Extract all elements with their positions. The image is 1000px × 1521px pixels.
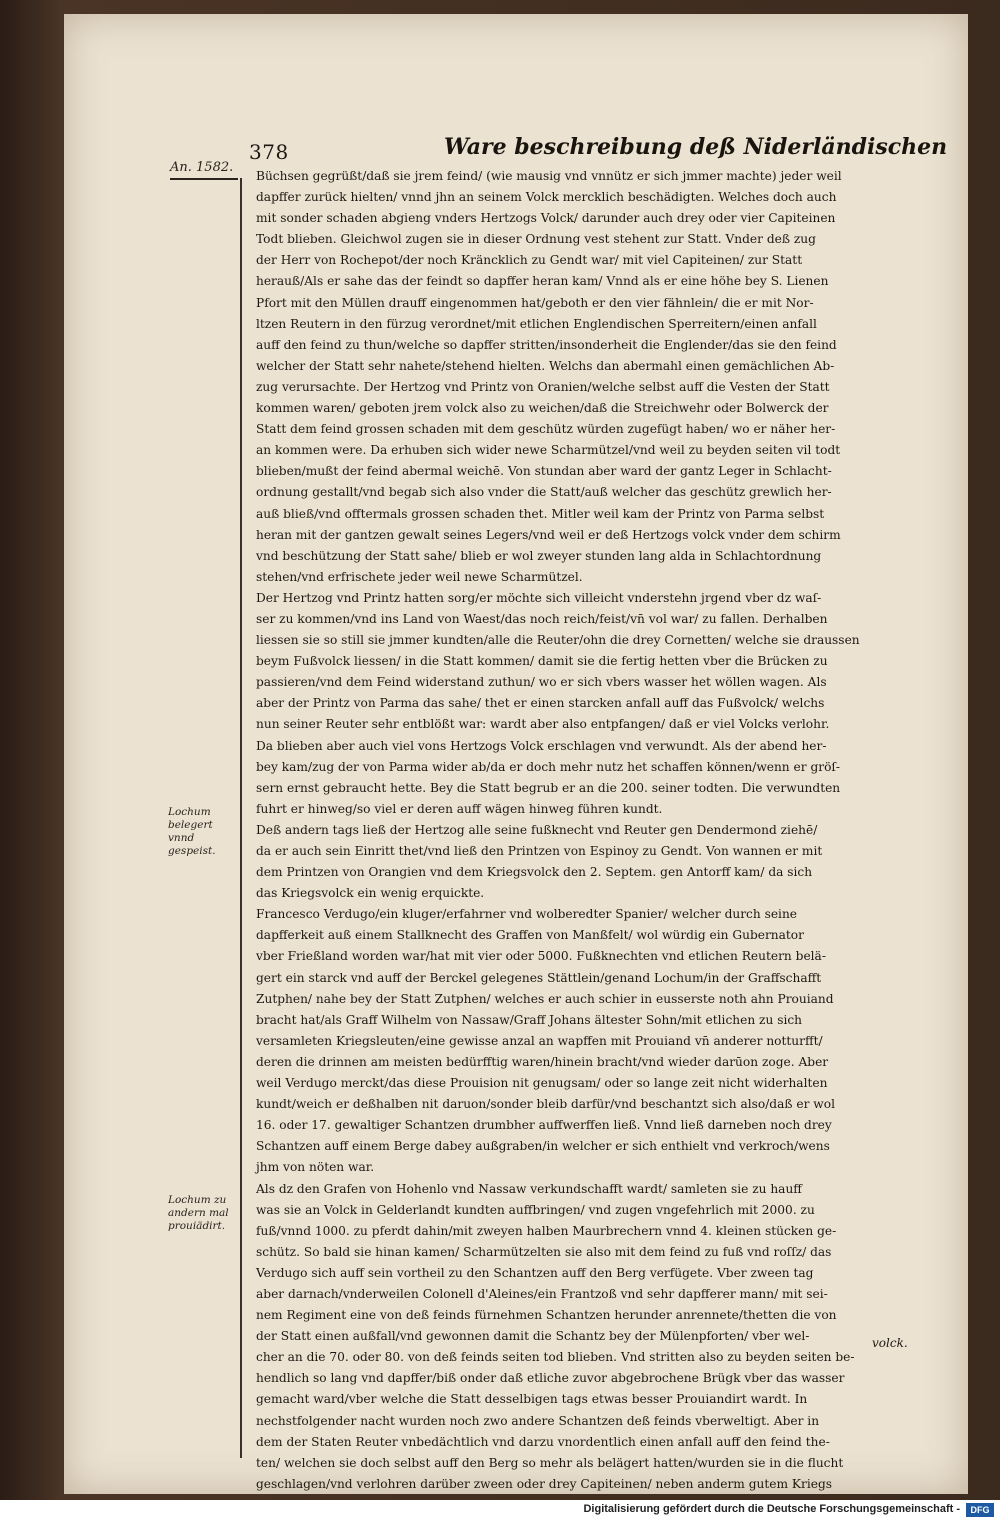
text-line: vber Frießland worden war/hat mit vier oder 5000. Fußknechten vnd etlichen Reutern belä- <box>256 949 826 964</box>
text-line: auß bließ/vnd offtermals grossen schaden thet. Mitler weil kam der Printz von Parma selbst <box>256 506 825 521</box>
text-line: liessen sie so still sie jmmer kundten/alle die Reuter/ohn die drey Cornetten/ welche sie draussen <box>256 633 860 648</box>
text-line: Pfort mit den Müllen drauff eingenommen hat/geboth er den vier fähnlein/ die er mit Nor- <box>256 295 814 310</box>
marginal-note-lochum-provisioned: Lochum zu andern mal prouiädirt. <box>168 1194 229 1232</box>
text-line: Schantzen auff einem Berge dabey außgraben/in welcher er sich enthielt vnd verkroch/wens <box>256 1139 830 1154</box>
text-line: Büchsen gegrüßt/daß sie jrem feind/ (wie mausig vnd vnnütz er sich jmmer machte) jeder weil <box>256 169 842 183</box>
text-line: an kommen were. Da erhuben sich wider newe Scharmützel/vnd weil zu beyden seiten vil todt <box>256 443 841 458</box>
text-line: ltzen Reutern in den fürzug verordnet/mit etlichen Englendischen Sperreitern/einen anfall <box>256 316 817 331</box>
text-line: ordnung gestallt/vnd begab sich also vnder die Statt/auß welcher das geschütz grewlich her- <box>256 485 832 500</box>
text-line: Als dz den Grafen von Hohenlo vnd Nassaw verkundschafft wardt/ samleten sie zu hauff <box>256 1181 802 1196</box>
text-line: dem Printzen von Orangien vnd dem Kriegsvolck den 2. Septem. gen Antorff kam/ da sich <box>256 865 813 880</box>
text-line: dapfferkeit auß einem Stallknecht des Graffen von Manßfelt/ wol würdig ein Gubernator <box>256 928 804 943</box>
text-line: heran mit der gantzen gewalt seines Legers/vnd weil er deß Hertzogs volck vnder dem schirm <box>256 527 841 542</box>
marginal-year: An. 1582. <box>170 160 234 175</box>
text-line: Todt blieben. Gleichwol zugen sie in dieser Ordnung vest stehent zur Statt. Vnder deß zug <box>256 232 816 247</box>
text-line: aber darnach/vnderweilen Colonell d'Aleines/ein Frantzoß vnd sehr dapfferer mann/ mit sei- <box>256 1286 828 1301</box>
text-line: jhm von nöten war. <box>256 1160 375 1175</box>
text-line: mit sonder schaden abgieng vnders Hertzogs Volck/ darunder auch drey oder vier Capiteinen <box>256 211 836 226</box>
text-line: stehen/vnd erfrischete jeder weil newe Scharmützel. <box>256 569 583 584</box>
text-line: da er auch sein Einritt thet/vnd ließ den Printzen von Espinoy zu Gendt. Von wannen er mit <box>256 844 823 858</box>
text-line: was sie an Volck in Gelderlandt kundten auffbringen/ vnd zugen vngefehrlich mit 2000. zu <box>256 1202 815 1217</box>
margin-rule <box>240 178 242 1458</box>
text-line: weil Verdugo merckt/das diese Prouision nit genugsam/ oder so lange zeit nicht widerhalten <box>256 1076 828 1091</box>
text-line: aber der Printz von Parma das sahe/ thet er einen starcken anfall auff das Fußvolck/ welchs <box>256 696 825 711</box>
text-line: bey kam/zug der von Parma wider ab/da er doch mehr nutz het schaffen können/wenn er gröſ- <box>256 759 841 774</box>
catchword: volck. <box>872 1336 908 1350</box>
dfg-logo: DFG <box>966 1503 994 1517</box>
text-line: nechstfolgender nacht wurden noch zwo andere Schantzen deß feinds vberweltigt. Aber in <box>256 1413 820 1428</box>
footer-credit: Digitalisierung gefördert durch die Deutsche Forschungsgemeinschaft - <box>583 1503 960 1515</box>
text-line: vnd beschützung der Statt sahe/ blieb er wol zweyer stunden lang alda in Schlachtordnung <box>256 548 822 563</box>
text-line: Verdugo sich auff sein vortheil zu den Schantzen auff den Berg verfügete. Vber zween tag <box>256 1265 814 1280</box>
text-line: dem der Staten Reuter vnbedächtlich vnd darzu vnordentlich einen anfall auff den feind the- <box>256 1434 830 1449</box>
text-line: fuhrt er hinweg/so viel er deren auff wägen hinweg führen kundt. <box>256 801 663 816</box>
body-text <box>256 166 956 1491</box>
text-line: gemacht ward/vber welche die Statt desselbigen tags etwas besser Prouiandirt wardt. In <box>256 1392 808 1407</box>
text-line: sern ernst gebraucht hette. Bey die Statt begrub er an die 200. seiner todten. Die verwundten <box>256 780 841 795</box>
running-title: Ware beschreibung deß Niderländischen <box>444 134 948 160</box>
text-line: nun seiner Reuter sehr entblößt war: wardt aber also entpfangen/ daß er viel Volcks verlohr. <box>256 717 830 732</box>
text-line: der Herr von Rochepot/der noch Kräncklich zu Gendt war/ mit viel Capiteinen/ zur Statt <box>256 253 803 268</box>
text-line: zug verursachte. Der Hertzog vnd Printz von Oranien/welche selbst auff die Vesten der Statt <box>256 379 830 394</box>
year-rule <box>170 178 238 180</box>
text-line: welcher der Statt sehr nahete/stehend hielten. Welchs dan abermahl einen gemächlichen Ab- <box>256 358 835 373</box>
text-line: dapffer zurück hielten/ vnnd jhn an seinem Volck mercklich beschädigten. Welches doch auch <box>256 190 837 205</box>
text-line: Statt dem feind grossen schaden mit dem geschütz würden zugefügt haben/ wo er näher her- <box>256 422 836 437</box>
text-line: blieben/mußt der feind abermal weichē. Von stundan aber ward der gantz Leger in Schlacht- <box>256 464 832 479</box>
text-line: bracht hat/als Graff Wilhelm von Nassaw/Graff Johans ältester Sohn/mit etlichen zu sich <box>256 1012 803 1027</box>
text-line: beym Fußvolck liessen/ in die Statt kommen/ damit sie die fertig hetten vber die Brücken zu <box>256 654 828 669</box>
text-line: Zutphen/ nahe bey der Statt Zutphen/ welches er auch schier in eusserste noth ahn Prouiand <box>256 991 834 1006</box>
text-line: auff den feind zu thun/welche so dapffer stritten/insonderheit die Englender/das sie den feind <box>256 337 837 352</box>
text-line: ten/ welchen sie doch selbst auff den Berg so mehr als belägert hatten/wurden sie in die flucht <box>256 1455 844 1470</box>
text-line: schütz. So bald sie hinan kamen/ Scharmützelten sie also mit dem feind zu fuß vnd roſſz/ das <box>256 1244 832 1259</box>
text-line: ser zu kommen/vnd ins Land von Waest/das noch reich/feist/vn̄ vol war/ zu fallen. Derhalben <box>256 611 828 626</box>
text-line: nem Regiment eine von deß feinds fürnehmen Schantzen herunder anrennete/thetten die von <box>256 1308 837 1323</box>
text-line: geschlagen/vnd verlohren darüber zween oder drey Capiteinen/ neben anderm gutem Kriegs <box>256 1476 833 1491</box>
text-line: gert ein starck vnd auff der Berckel gelegenes Stättlein/genand Lochum/in der Graffschafft <box>256 970 822 985</box>
text-line: herauß/Als er sahe das der feindt so dapffer heran kam/ Vnnd als er eine höhe bey S. Lienen <box>256 274 829 289</box>
marginal-note-lochum-besieged: Lochum belegert vnnd gespeist. <box>168 806 216 857</box>
book-page <box>64 14 968 1494</box>
text-line: der Statt einen außfall/vnd gewonnen damit die Schantz bey der Mülenpforten/ vber wel- <box>256 1329 810 1344</box>
text-line: Da blieben aber auch viel vons Hertzogs Volck erschlagen vnd verwundt. Als der abend her- <box>256 738 827 753</box>
footer-bar <box>0 1500 1000 1521</box>
text-line: kommen waren/ geboten jrem volck also zu weichen/daß die Streichwehr oder Bolwerck der <box>256 401 829 416</box>
text-line: cher an die 70. oder 80. von deß feinds seiten tod blieben. Vnd stritten also zu beyden seiten be- <box>256 1350 855 1365</box>
text-line: deren die drinnen am meisten bedürfftig waren/hinein bracht/vnd wieder darūon zoge. Aber <box>256 1054 829 1069</box>
text-line: passieren/vnd dem Feind widerstand zuthun/ wo er sich vbers wasser het wöllen wagen. Als <box>256 675 827 690</box>
text-line: Francesco Verdugo/ein kluger/erfahrner vnd wolberedter Spanier/ welcher durch seine <box>256 907 798 922</box>
text-line: 16. oder 17. gewaltiger Schantzen drumbher auffwerffen ließ. Vnnd ließ darneben noch drey <box>256 1118 832 1133</box>
text-line: versamleten Kriegsleuten/eine gewisse anzal an wapffen mit Prouiand vn̄ anderer notturfft/ <box>256 1033 823 1048</box>
text-line: fuß/vnnd 1000. zu pferdt dahin/mit zweyen halben Maurbrechern vnnd 4. kleinen stücken ge- <box>256 1223 837 1238</box>
text-line: Deß andern tags ließ der Hertzog alle seine fußknecht vnd Reuter gen Dendermond ziehē/ <box>256 822 818 837</box>
text-line: hendlich so lang vnd dapffer/biß onder daß etliche zuvor abgebrochene Brügk vber das wasser <box>256 1371 845 1386</box>
page-number: 378 <box>249 140 289 164</box>
text-line: kundt/weich er deßhalben nit daruon/sonder bleib darfür/vnd beschantzt sich also/daß er wol <box>256 1097 835 1112</box>
text-line: das Kriegsvolck ein wenig erquickte. <box>256 886 485 901</box>
text-line: Der Hertzog vnd Printz hatten sorg/er möchte sich villeicht vnderstehn jrgend vber dz waſ- <box>256 590 822 605</box>
